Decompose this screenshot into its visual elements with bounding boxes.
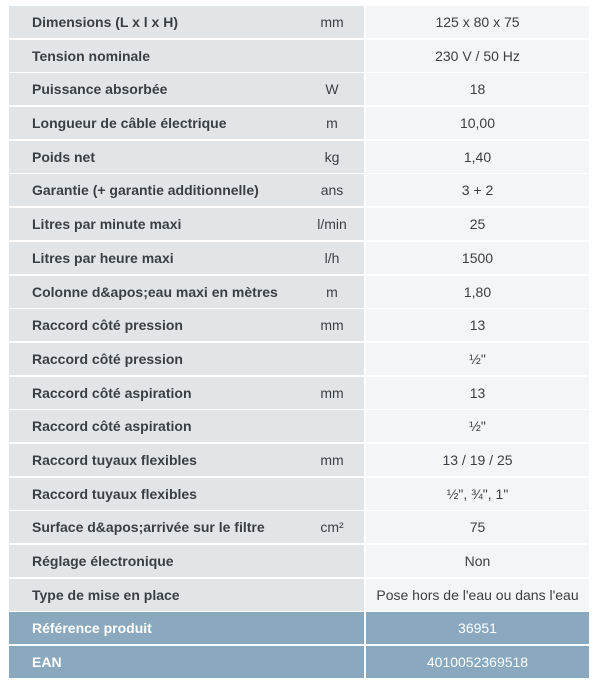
spec-unit: mm (320, 14, 344, 30)
spec-row-dimensions (9, 6, 589, 38)
spec-row-mise-en-place (9, 579, 589, 611)
spec-label: Litres par heure maxi (32, 249, 174, 266)
spec-unit: mm (320, 317, 344, 334)
spec-label-cell (9, 377, 364, 409)
spec-value: ½" (366, 343, 589, 375)
spec-label: Colonne d&apos;eau maxi en mètres (32, 283, 278, 300)
spec-row-poids (9, 141, 589, 173)
spec-value: Non (366, 545, 589, 577)
spec-value: 125 x 80 x 75 (366, 6, 589, 38)
spec-label: Puissance absorbée (32, 81, 168, 98)
spec-label-cell (9, 242, 364, 274)
spec-row-raccord-pression-mm (9, 309, 589, 341)
spec-value: 36951 (366, 612, 589, 644)
spec-value: 4010052369518 (366, 646, 589, 678)
spec-label: Litres par minute maxi (32, 216, 182, 233)
spec-label: Surface d&apos;arrivée sur le filtre (32, 519, 265, 536)
spec-value: 13 (366, 309, 589, 341)
spec-value: 25 (366, 208, 589, 240)
spec-label: Garantie (+ garantie additionnelle) (32, 182, 259, 199)
spec-value: 230 V / 50 Hz (366, 40, 589, 72)
spec-value: 1500 (366, 242, 589, 274)
spec-unit: l/h (324, 249, 340, 266)
spec-label: Raccord côté aspiration (32, 384, 192, 401)
spec-label-cell (9, 107, 364, 139)
spec-value: ½", ¾", 1" (366, 478, 589, 510)
spec-row-raccord-pression-inch (9, 343, 589, 375)
spec-label: EAN (32, 654, 62, 671)
spec-label-cell (9, 208, 364, 240)
spec-value: 13 (366, 377, 589, 409)
spec-label: Raccord côté pression (32, 317, 183, 334)
spec-unit: W (325, 81, 339, 98)
spec-label-cell (9, 343, 364, 375)
spec-row-raccord-aspiration-inch (9, 410, 589, 442)
spec-value: 1,40 (366, 141, 589, 173)
spec-label: Référence produit (32, 620, 152, 637)
spec-label: Poids net (32, 148, 96, 165)
spec-label: Type de mise en place (32, 586, 180, 603)
spec-row-colonne-eau (9, 276, 589, 308)
spec-label-cell (9, 478, 364, 510)
spec-row-litres-heure (9, 242, 589, 274)
spec-row-puissance (9, 73, 589, 105)
spec-value: 13 / 19 / 25 (366, 444, 589, 476)
spec-label-cell (9, 73, 364, 105)
spec-row-cable (9, 107, 589, 139)
spec-value: 3 + 2 (366, 174, 589, 206)
spec-row-ean (9, 646, 589, 678)
spec-label-cell (9, 545, 364, 577)
spec-label: Dimensions (L x l x H) (32, 14, 178, 30)
spec-label-cell (9, 444, 364, 476)
spec-unit: kg (324, 148, 340, 165)
spec-label-cell (9, 646, 364, 678)
spec-row-garantie (9, 174, 589, 206)
spec-label-cell (9, 511, 364, 543)
spec-label-cell (9, 410, 364, 442)
spec-label: Réglage électronique (32, 553, 174, 569)
spec-unit: l/min (317, 216, 347, 233)
spec-row-tuyaux-mm (9, 444, 589, 476)
spec-value: 1,80 (366, 276, 589, 308)
spec-label: Raccord tuyaux flexibles (32, 485, 197, 502)
spec-value: Pose hors de l'eau ou dans l'eau (366, 579, 589, 611)
spec-label-cell (9, 6, 364, 38)
spec-value: 18 (366, 73, 589, 105)
spec-unit: cm² (320, 519, 344, 536)
spec-label-cell (9, 141, 364, 173)
spec-row-reglage (9, 545, 589, 577)
spec-label: Tension nominale (32, 47, 150, 64)
spec-label: Raccord tuyaux flexibles (32, 451, 197, 468)
spec-unit: m (326, 115, 338, 132)
spec-label-cell (9, 174, 364, 206)
spec-row-tension (9, 40, 589, 72)
spec-row-tuyaux-inch (9, 478, 589, 510)
spec-row-raccord-aspiration-mm (9, 377, 589, 409)
spec-row-surface-filtre (9, 511, 589, 543)
spec-value: 75 (366, 511, 589, 543)
spec-unit: mm (320, 384, 344, 401)
spec-label-cell (9, 40, 364, 72)
spec-label-cell (9, 276, 364, 308)
spec-row-litres-minute (9, 208, 589, 240)
spec-value: ½" (366, 410, 589, 442)
spec-label: Raccord côté aspiration (32, 418, 192, 435)
spec-table (9, 6, 589, 680)
spec-unit: mm (320, 451, 344, 468)
spec-value: 10,00 (366, 107, 589, 139)
spec-row-reference (9, 612, 589, 644)
spec-unit: ans (320, 182, 344, 199)
spec-label: Longueur de câble électrique (32, 115, 227, 132)
spec-unit: m (326, 283, 338, 300)
spec-label: Raccord côté pression (32, 350, 183, 367)
spec-label-cell (9, 309, 364, 341)
spec-label-cell (9, 579, 364, 611)
spec-label-cell (9, 612, 364, 644)
